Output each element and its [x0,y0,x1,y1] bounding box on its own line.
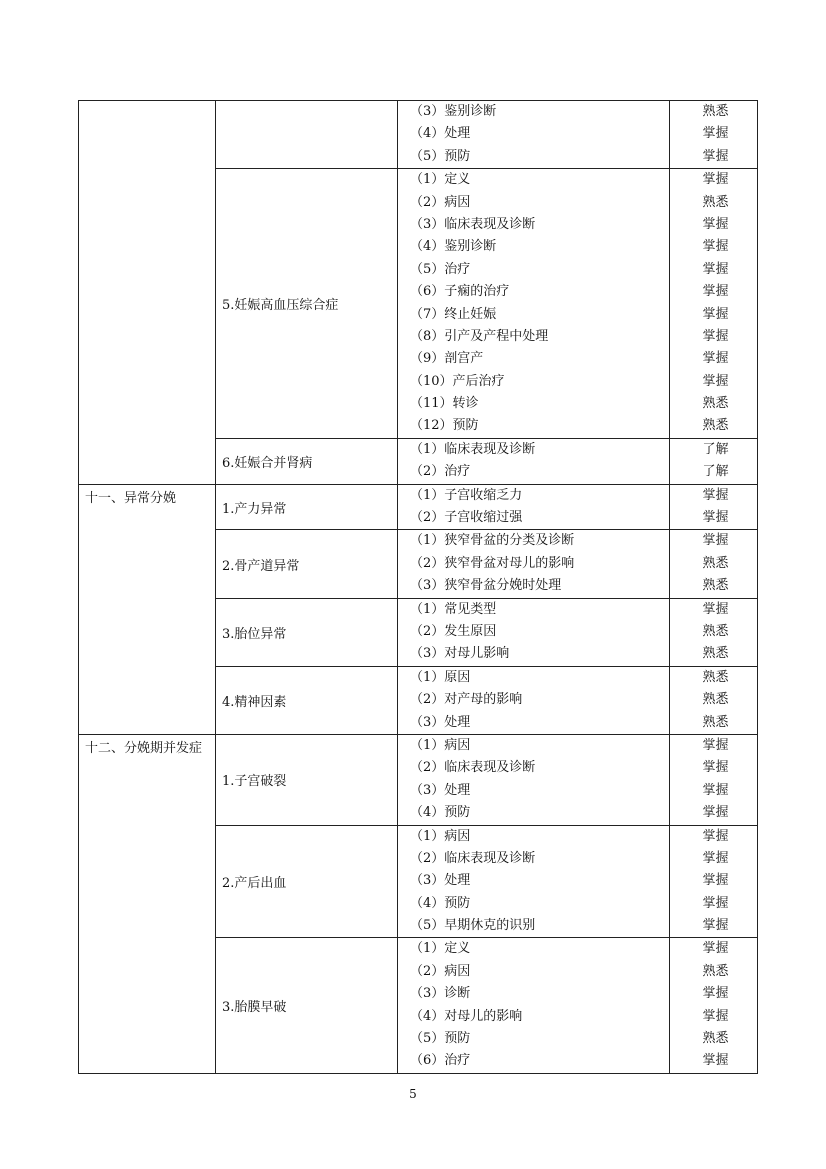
content-item: （8）引产及产程中处理 [410,328,549,344]
content-item: （3）处理 [410,873,471,889]
content-cell [398,484,670,530]
content-item: （2）子宫收缩过强 [410,510,523,526]
requirement-cell [670,484,758,530]
topic-row [79,101,758,169]
requirement-level: 熟悉 [702,646,729,662]
content-cell [398,438,670,484]
requirement-cell [670,825,758,938]
requirement-level: 掌握 [702,510,729,526]
content-item: （3）鉴别诊断 [410,104,497,119]
content-cell [398,938,670,1073]
content-item: （4）鉴别诊断 [410,239,497,255]
requirement-level: 掌握 [702,351,729,367]
topic-name: 2.骨产道异常 [216,530,398,598]
requirement-level: 掌握 [702,601,729,617]
content-item: （1）病因 [410,828,471,844]
syllabus-table [78,100,758,1074]
content-item: （3）狭窄骨盆分娩时处理 [410,578,562,594]
content-item: （1）定义 [410,941,471,957]
content-item: （5）早期休克的识别 [410,918,536,934]
content-item: （3）处理 [410,782,471,798]
requirement-cell [670,666,758,734]
topic-name: 4.精神因素 [216,666,398,734]
requirement-level: 掌握 [702,239,729,255]
topic-name: 5.妊娠高血压综合症 [216,169,398,439]
section-title: 十二、分娩期并发症 [79,734,216,1073]
topic-name: 1.子宫破裂 [216,734,398,825]
requirement-level: 掌握 [702,873,729,889]
requirement-level: 熟悉 [702,1031,729,1047]
requirement-cell [670,438,758,484]
content-item: （4）预防 [410,895,471,911]
content-cell [398,666,670,734]
content-item: （2）狭窄骨盆对母儿的影响 [410,555,575,571]
requirement-level: 掌握 [702,918,729,934]
requirement-level: 掌握 [702,850,729,866]
requirement-level: 熟悉 [702,578,729,594]
content-item: （1）子宫收缩乏力 [410,487,523,503]
requirement-level: 掌握 [702,148,729,164]
content-cell [398,169,670,439]
content-item: （12）预防 [410,418,479,434]
requirement-level: 掌握 [702,1008,729,1024]
content-cell [398,530,670,598]
requirement-level: 了解 [702,441,729,457]
content-item: （2）临床表现及诊断 [410,850,536,866]
requirement-level: 掌握 [702,328,729,344]
topic-name: 3.胎位异常 [216,598,398,666]
content-item: （4）处理 [410,126,471,142]
content-item: （4）对母儿的影响 [410,1008,523,1024]
content-item: （2）临床表现及诊断 [410,760,536,776]
content-item: （6）治疗 [410,1053,471,1069]
content-item: （1）临床表现及诊断 [410,441,536,457]
requirement-level: 熟悉 [702,194,729,210]
content-item: （5）治疗 [410,261,471,277]
requirement-level: 熟悉 [702,692,729,708]
content-item: （3）临床表现及诊断 [410,216,536,232]
requirement-cell [670,938,758,1073]
requirement-level: 了解 [702,464,729,480]
section-title: 十一、异常分娩 [79,484,216,734]
topic-name: 1.产力异常 [216,484,398,530]
content-item: （1）病因 [410,737,471,753]
content-item: （2）病因 [410,963,471,979]
topic-name: 6.妊娠合并肾病 [216,438,398,484]
page-number: 5 [409,1087,417,1101]
requirement-level: 掌握 [702,126,729,142]
content-cell [398,734,670,825]
requirement-cell [670,169,758,439]
requirement-level: 熟悉 [702,555,729,571]
requirement-level: 掌握 [702,782,729,798]
content-cell [398,598,670,666]
requirement-level: 掌握 [702,533,729,549]
content-item: （1）定义 [410,172,471,188]
topic-name [216,101,398,169]
content-item: （1）狭窄骨盆的分类及诊断 [410,533,575,549]
requirement-cell [670,598,758,666]
requirement-level: 掌握 [702,373,729,389]
requirement-level: 掌握 [702,261,729,277]
content-cell [398,101,670,169]
requirement-level: 掌握 [702,306,729,322]
requirement-cell [670,530,758,598]
requirement-cell [670,101,758,169]
requirement-level: 掌握 [702,1053,729,1069]
requirement-level: 熟悉 [702,963,729,979]
content-item: （6）子痫的治疗 [410,284,510,300]
content-item: （10）产后治疗 [410,373,505,389]
topic-row [79,734,758,825]
content-item: （2）治疗 [410,464,471,480]
requirement-level: 掌握 [702,284,729,300]
requirement-level: 掌握 [702,760,729,776]
content-item: （3）诊断 [410,986,471,1002]
topic-row [79,484,758,530]
content-item: （1）原因 [410,669,471,685]
topic-name: 2.产后出血 [216,825,398,938]
content-item: （3）处理 [410,714,471,730]
content-item: （2）对产母的影响 [410,692,523,708]
content-item: （11）转诊 [410,396,479,412]
requirement-level: 掌握 [702,805,729,821]
requirement-level: 掌握 [702,941,729,957]
requirement-level: 掌握 [702,487,729,503]
requirement-level: 掌握 [702,986,729,1002]
requirement-level: 掌握 [702,737,729,753]
content-item: （2）发生原因 [410,623,497,639]
requirement-level: 熟悉 [702,418,729,434]
requirement-level: 掌握 [702,172,729,188]
requirement-level: 掌握 [702,828,729,844]
content-item: （5）预防 [410,148,471,164]
requirement-level: 熟悉 [702,623,729,639]
topic-name: 3.胎膜早破 [216,938,398,1073]
content-item: （5）预防 [410,1031,471,1047]
content-item: （7）终止妊娠 [410,306,497,322]
requirement-level: 掌握 [702,895,729,911]
requirement-level: 掌握 [702,216,729,232]
content-cell [398,825,670,938]
requirement-level: 熟悉 [702,104,729,119]
content-item: （1）常见类型 [410,601,497,617]
content-item: （9）剖宫产 [410,351,484,367]
content-item: （3）对母儿影响 [410,646,510,662]
content-item: （2）病因 [410,194,471,210]
requirement-cell [670,734,758,825]
content-item: （4）预防 [410,805,471,821]
requirement-level: 熟悉 [702,396,729,412]
section-title [79,101,216,485]
requirement-level: 熟悉 [702,669,729,685]
requirement-level: 熟悉 [702,714,729,730]
